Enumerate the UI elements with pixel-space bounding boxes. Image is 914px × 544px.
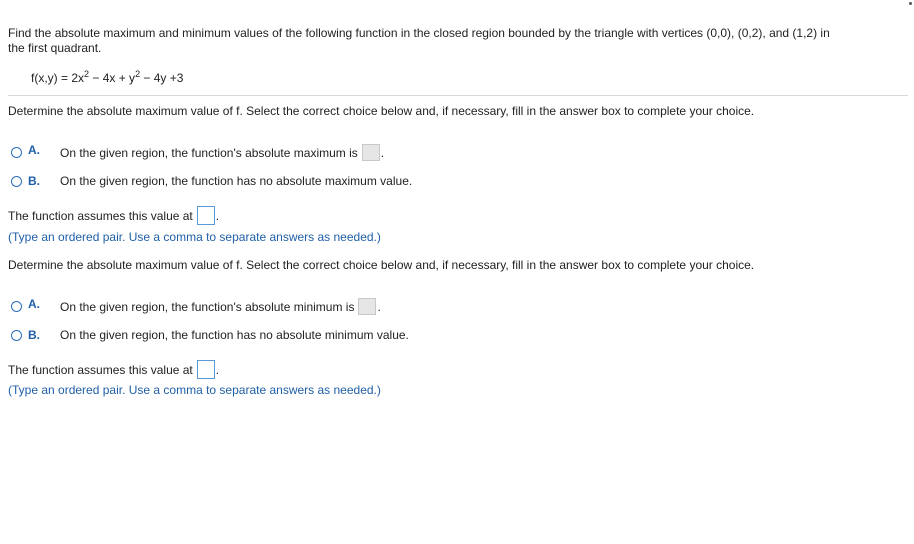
min-value-answer-box[interactable]: [358, 298, 376, 315]
function-formula: [31, 71, 183, 85]
radio-button[interactable]: [11, 147, 22, 158]
formula-rhs: − 4y +3: [140, 71, 184, 85]
problem-text-line-2: the first quadrant.: [8, 41, 102, 55]
choice-letter: B.: [28, 328, 40, 342]
formula-lhs: f(x,y) = 2x: [31, 71, 85, 85]
choice-text: On the given region, the function has no absolute minimum value.: [60, 328, 409, 342]
period: .: [380, 145, 385, 160]
part1-assume-line: [8, 206, 219, 225]
part1-choice-b[interactable]: [11, 174, 412, 188]
period: .: [215, 208, 220, 223]
part2-instruction: Determine the absolute maximum value of f. Select the correct choice below and, if necessary, fill in the answer box to complete your choice.: [8, 258, 755, 272]
max-value-answer-box[interactable]: [362, 144, 380, 161]
period: .: [377, 299, 381, 314]
radio-button[interactable]: [11, 330, 22, 341]
corner-marker: [909, 2, 912, 5]
choice-letter: B.: [28, 174, 40, 188]
choice-letter: A.: [28, 296, 40, 311]
part2-hint: (Type an ordered pair. Use a comma to separate answers as needed.): [8, 383, 381, 397]
formula-exponent-2: 2: [135, 69, 141, 79]
min-point-answer-box[interactable]: [197, 360, 215, 379]
formula-exponent-1: 2: [84, 69, 90, 79]
part1-choice-a[interactable]: [11, 144, 384, 161]
part2-choice-a[interactable]: [11, 298, 381, 315]
radio-button[interactable]: [11, 301, 22, 312]
max-point-answer-box[interactable]: [197, 206, 215, 225]
assume-label: The function assumes this value at: [8, 362, 193, 377]
part2-choice-b[interactable]: [11, 328, 409, 342]
radio-button[interactable]: [11, 176, 22, 187]
formula-mid: − 4x + y: [89, 71, 136, 85]
problem-text-line-1: Find the absolute maximum and minimum values of the following function in the closed region bounded by the triangle with vertices (0,0), (0,2), and (1,2) in: [8, 26, 830, 40]
choice-text: On the given region, the function's absolute minimum is: [60, 299, 355, 314]
period: .: [215, 362, 220, 377]
part1-instruction: Determine the absolute maximum value of f. Select the correct choice below and, if necessary, fill in the answer box to complete your choice.: [8, 104, 755, 118]
choice-text: On the given region, the function's absolute maximum is: [60, 145, 358, 160]
choice-text: On the given region, the function has no absolute maximum value.: [60, 174, 413, 188]
choice-letter: A.: [28, 142, 40, 157]
part2-assume-line: [8, 360, 219, 379]
assume-label: The function assumes this value at: [8, 208, 193, 223]
section-divider: [8, 95, 908, 96]
part1-hint: (Type an ordered pair. Use a comma to separate answers as needed.): [8, 230, 381, 244]
